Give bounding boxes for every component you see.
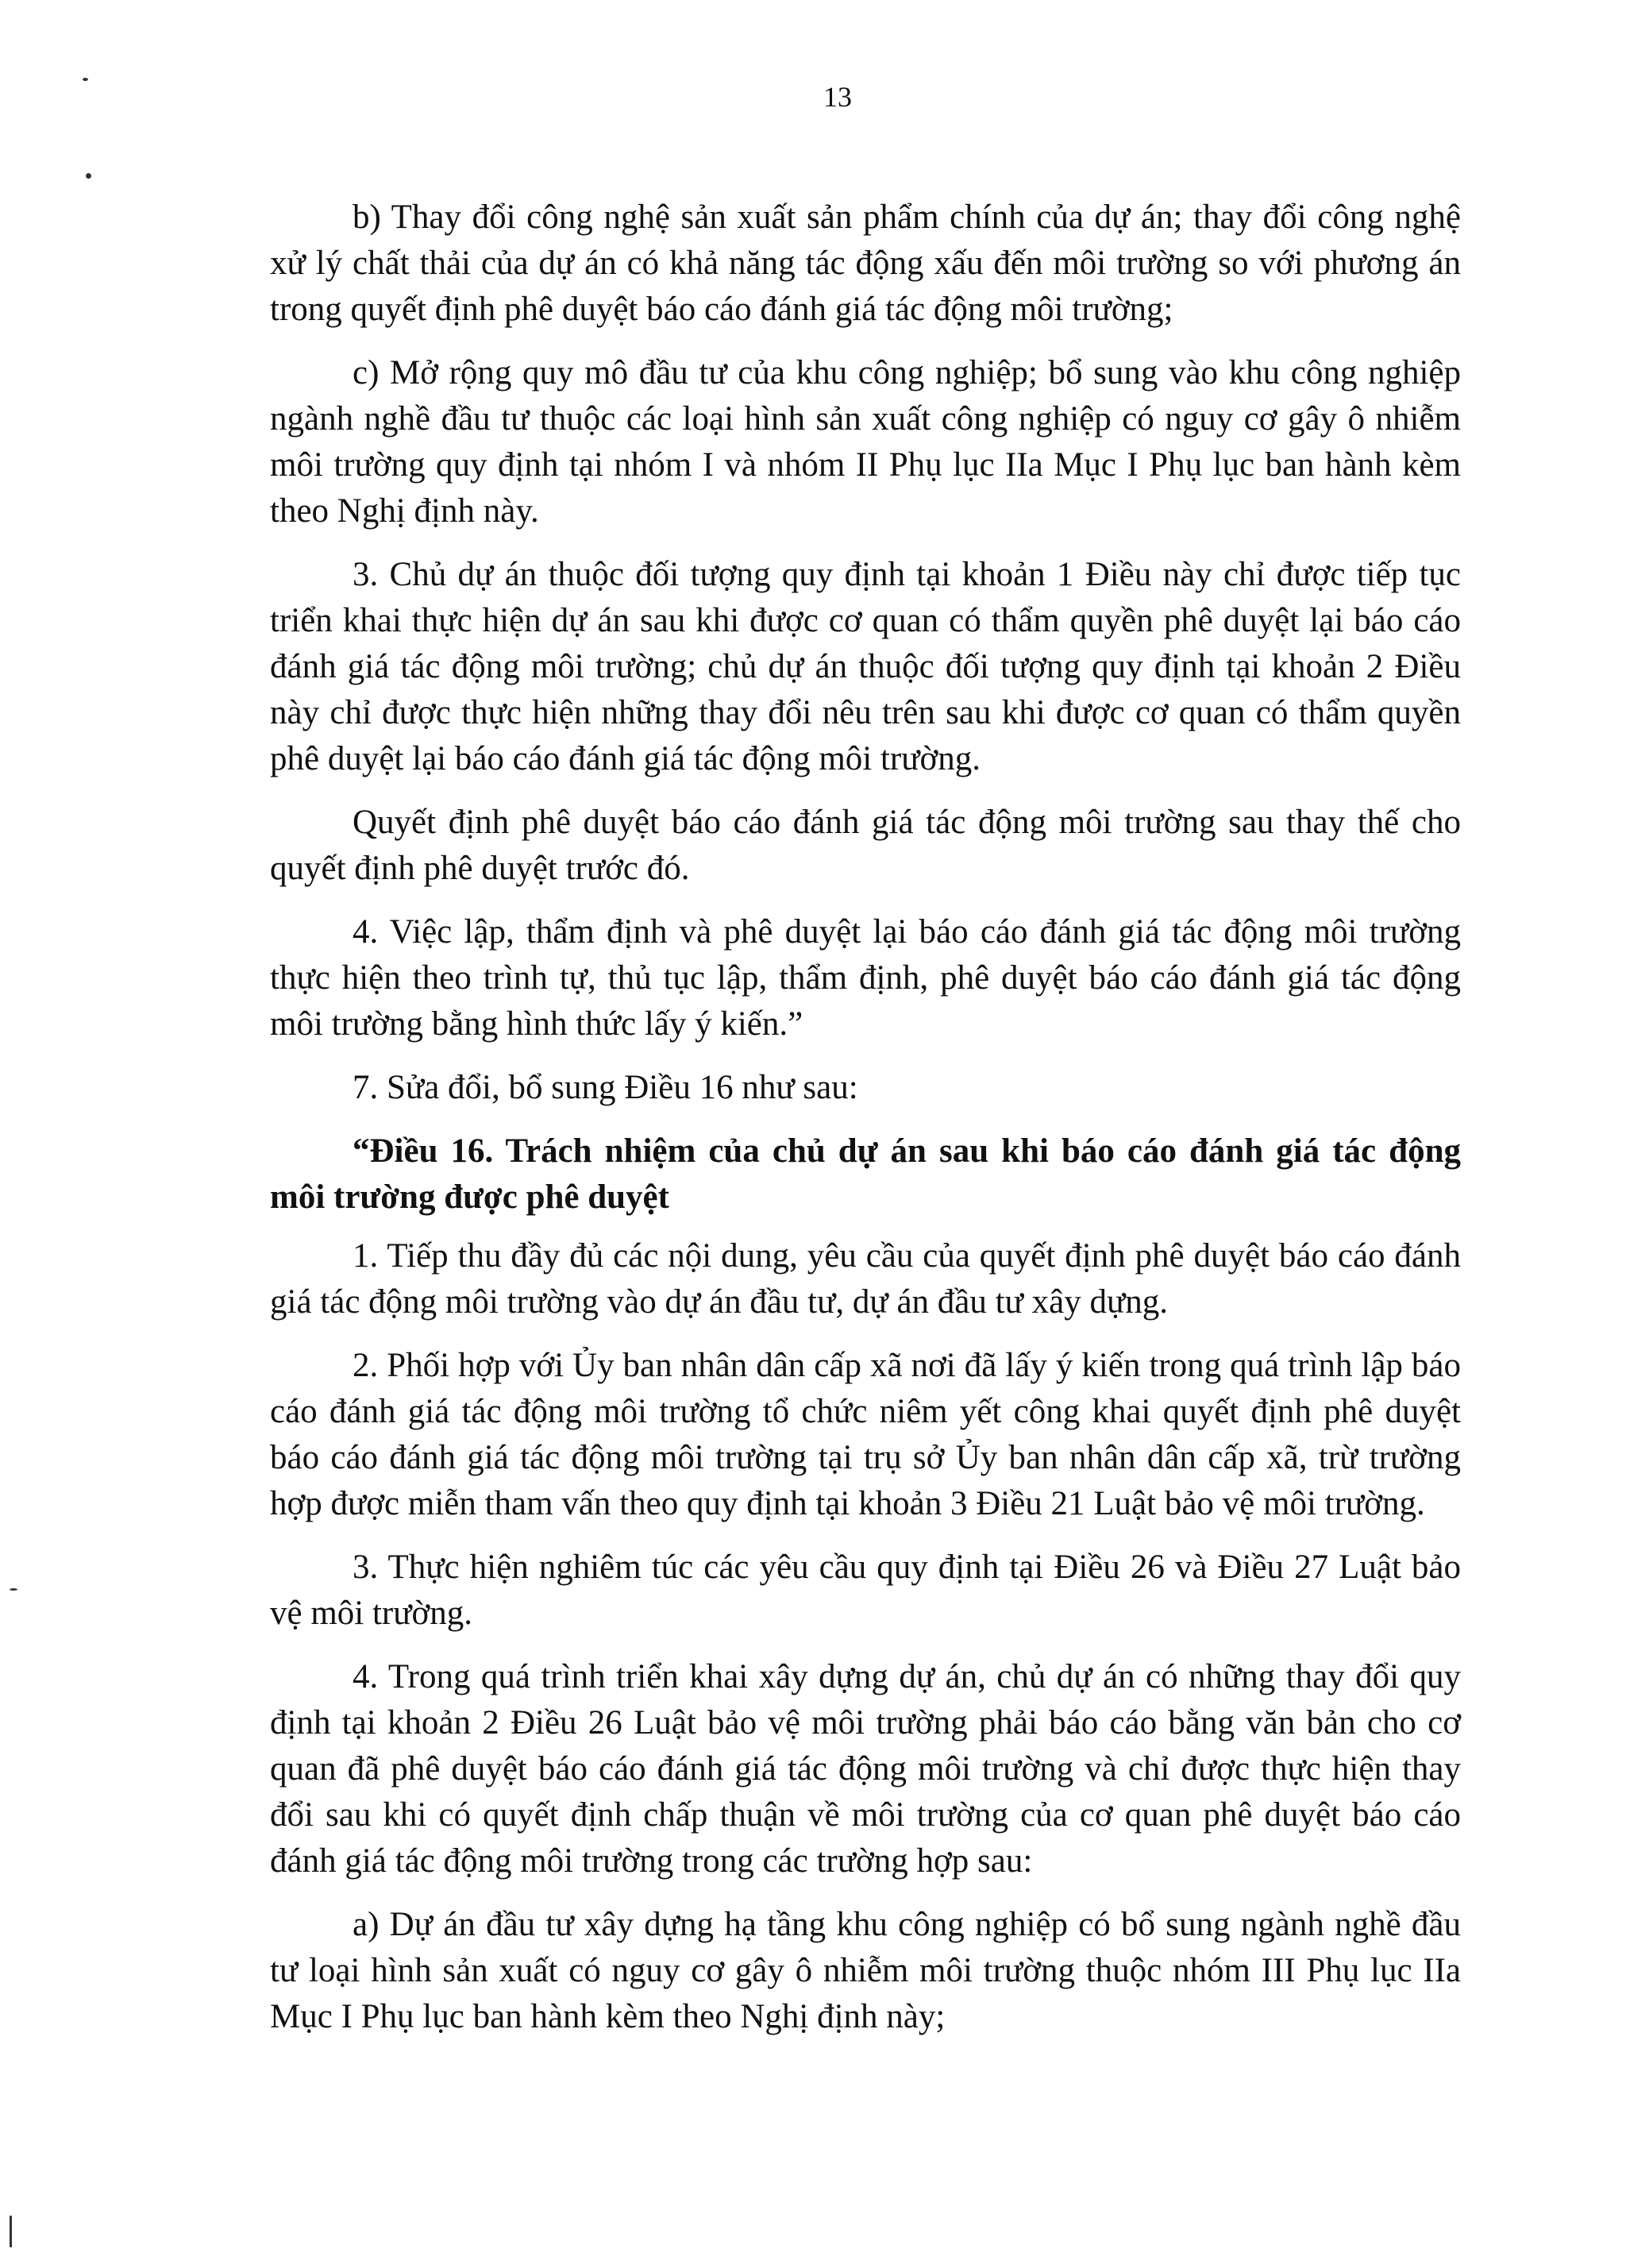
- scan-speck: [83, 78, 88, 81]
- paragraph-2c: c) Mở rộng quy mô đầu tư của khu công nghiệp; bổ sung vào khu công nghiệp ngành nghề đầu tư thuộc các loại hình sản xuất công nghiệp có nguy cơ gây ô nhiễm môi trường quy định tại nhóm I và nhóm II Phụ lục IIa Mục I Phụ lục ban hành kèm theo Nghị định này.: [270, 354, 1461, 530]
- article-16-heading: “Điều 16. Trách nhiệm của chủ dự án sau khi báo cáo đánh giá tác động môi trường được phê duyệt: [270, 1132, 1461, 1216]
- paragraph-4: 4. Việc lập, thẩm định và phê duyệt lại báo cáo đánh giá tác động môi trường thực hiện theo trình tự, thủ tục lập, thẩm định, phê duyệt báo cáo đánh giá tác động môi trường bằng hình thức lấy ý kiến.”: [270, 913, 1461, 1043]
- paragraph-replacement-decision: Quyết định phê duyệt báo cáo đánh giá tác động môi trường sau thay thế cho quyết định phê duyệt trước đó.: [270, 804, 1461, 887]
- scan-speck: [10, 1588, 17, 1591]
- scan-speck: [86, 173, 91, 179]
- scan-speck: [10, 2216, 12, 2247]
- article-16-item-2: 2. Phối hợp với Ủy ban nhân dân cấp xã nơi đã lấy ý kiến trong quá trình lập báo cáo đánh giá tác động môi trường tổ chức niêm yết công khai quyết định phê duyệt báo cáo đánh giá tác động môi trường tại trụ sở Ủy ban nhân dân cấp xã, trừ trường hợp được miễn tham vấn theo quy định tại khoản 3 Điều 21 Luật bảo vệ môi trường.: [270, 1347, 1461, 1522]
- paragraph-2b: b) Thay đổi công nghệ sản xuất sản phẩm chính của dự án; thay đổi công nghệ xử lý chất thải của dự án có khả năng tác động xấu đến môi trường so với phương án trong quyết định phê duyệt báo cáo đánh giá tác động môi trường;: [270, 199, 1461, 328]
- paragraph-amend-article-16: 7. Sửa đổi, bổ sung Điều 16 như sau:: [353, 1069, 858, 1106]
- article-16-item-4a: a) Dự án đầu tư xây dựng hạ tầng khu công nghiệp có bổ sung ngành nghề đầu tư loại hình sản xuất có nguy cơ gây ô nhiễm môi trường thuộc nhóm III Phụ lục IIa Mục I Phụ lục ban hành kèm theo Nghị định này;: [270, 1906, 1461, 2035]
- article-16-item-3: 3. Thực hiện nghiêm túc các yêu cầu quy định tại Điều 26 và Điều 27 Luật bảo vệ môi trường.: [270, 1549, 1461, 1632]
- page-number: 13: [823, 81, 852, 113]
- article-16-item-1: 1. Tiếp thu đầy đủ các nội dung, yêu cầu của quyết định phê duyệt báo cáo đánh giá tác động môi trường vào dự án đầu tư, dự án đầu tư xây dựng.: [270, 1237, 1461, 1321]
- article-16-item-4: 4. Trong quá trình triển khai xây dựng dự án, chủ dự án có những thay đổi quy định tại khoản 2 Điều 26 Luật bảo vệ môi trường phải báo cáo bằng văn bản cho cơ quan đã phê duyệt báo cáo đánh giá tác động môi trường và chỉ được thực hiện thay đổi sau khi có quyết định chấp thuận về môi trường của cơ quan phê duyệt báo cáo đánh giá tác động môi trường trong các trường hợp sau:: [270, 1658, 1461, 1880]
- paragraph-3: 3. Chủ dự án thuộc đối tượng quy định tại khoản 1 Điều này chỉ được tiếp tục triển khai thực hiện dự án sau khi được cơ quan có thẩm quyền phê duyệt lại báo cáo đánh giá tác động môi trường; chủ dự án thuộc đối tượng quy định tại khoản 2 Điều này chỉ được thực hiện những thay đổi nêu trên sau khi được cơ quan có thẩm quyền phê duyệt lại báo cáo đánh giá tác động môi trường.: [270, 556, 1461, 777]
- document-body: [270, 195, 1461, 2058]
